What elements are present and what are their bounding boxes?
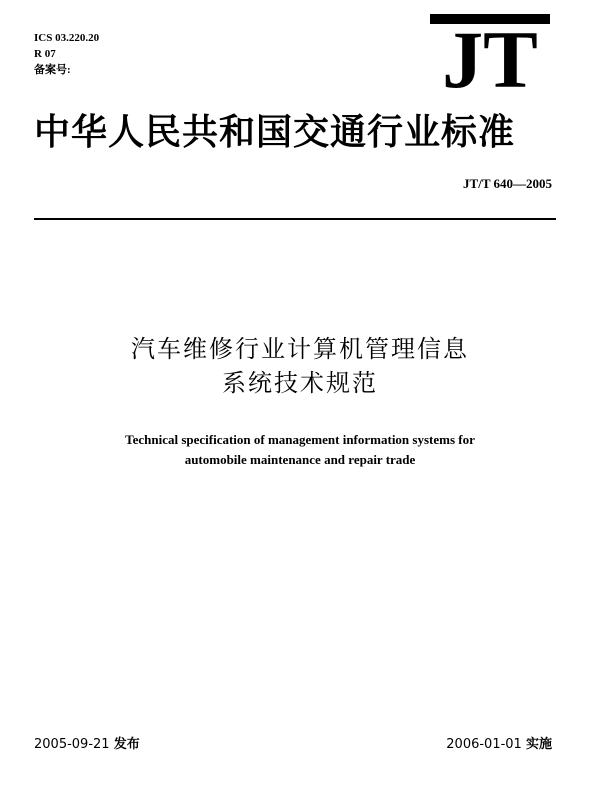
english-title xyxy=(0,430,600,470)
english-title-line-2: automobile maintenance and repair trade xyxy=(184,452,416,467)
issuing-body-title: 中华人民共和国交通行业标准 xyxy=(34,112,516,153)
chinese-title xyxy=(0,332,600,400)
class-code: R 07 xyxy=(34,48,56,60)
jt-logo xyxy=(426,14,554,90)
english-title-line-1: Technical specification of management information systems for xyxy=(125,432,475,447)
implementation-date: 2006-01-01 xyxy=(446,737,522,752)
issue-label: 发布 xyxy=(113,737,140,752)
jt-logo-text: JT xyxy=(442,14,538,90)
chinese-title-line-1: 汽车维修行业计算机管理信息 xyxy=(131,335,469,363)
record-number: 备案号: xyxy=(34,64,71,76)
header-divider xyxy=(34,218,556,220)
ics-code: ICS 03.220.20 xyxy=(34,32,100,44)
implementation-date-block xyxy=(446,733,552,752)
standard-number: JT/T 640—2005 xyxy=(463,176,552,191)
classification-block xyxy=(34,30,99,78)
issue-date: 2005-09-21 xyxy=(34,737,110,752)
chinese-title-line-2: 系统技术规范 xyxy=(222,369,378,397)
issue-date-block xyxy=(34,733,140,752)
implementation-label: 实施 xyxy=(525,737,552,752)
